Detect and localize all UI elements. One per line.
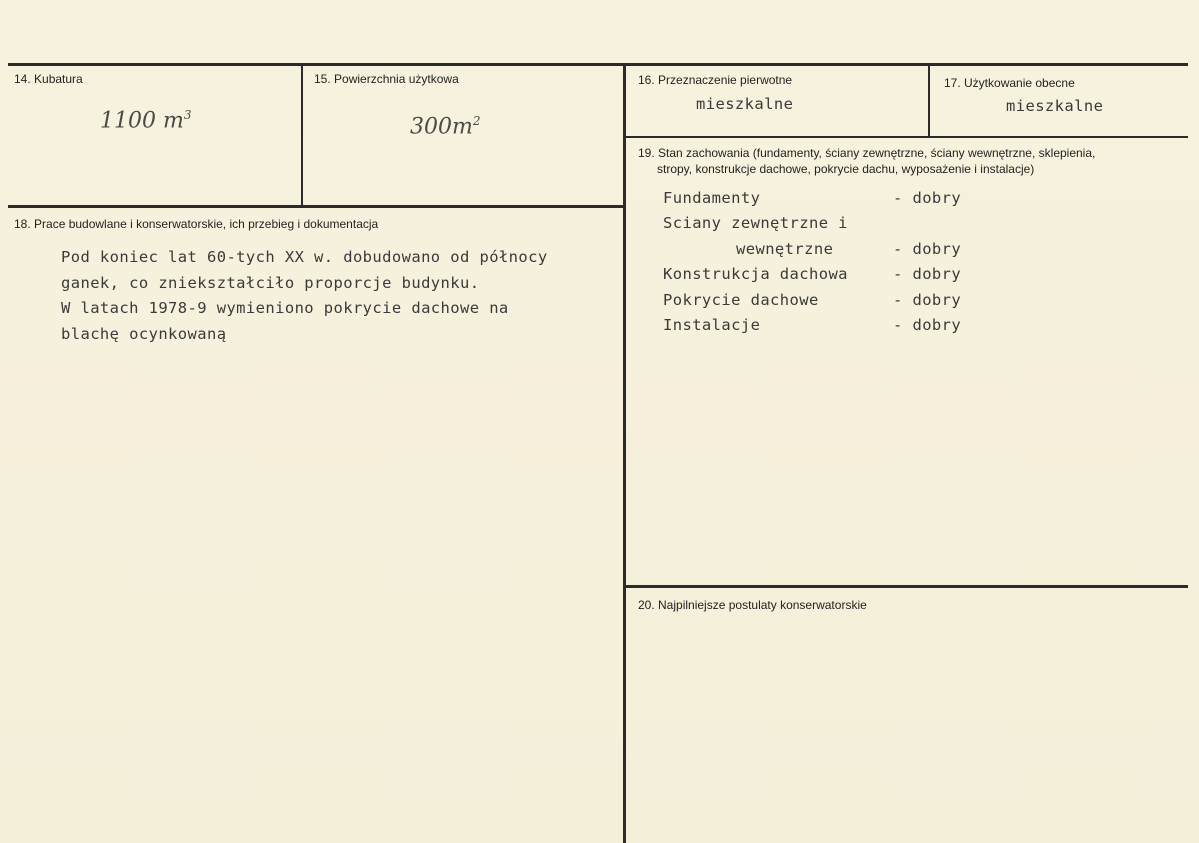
przeznaczenie-label: 16. Przeznaczenie pierwotne [638,73,793,87]
powierzchnia-exponent: 2 [472,114,481,128]
divider-14-15 [301,63,303,206]
stan-row-value: - dobry [893,291,962,309]
prace-line-3: W latach 1978-9 wymieniono pokrycie dachowe na [61,299,509,317]
divider-16-17 [928,66,930,138]
rule-under-14-15 [8,205,625,208]
prace-line-2: ganek, co zniekształciło proporcje budynku. [61,274,480,292]
stan-row-name: Sciany zewnętrzne i [663,214,848,232]
prace-line-4: blachę ocynkowaną [61,325,227,343]
powierzchnia-label: 15. Powierzchnia użytkowa [314,72,459,86]
stan-row-name: Pokrycie dachowe [663,291,819,309]
stan-row-name: Instalacje [663,316,761,334]
powierzchnia-number: 300 [410,114,452,140]
przeznaczenie-value: mieszkalne [696,95,794,113]
postulaty-label: 20. Najpilniejsze postulaty konserwatorskie [638,598,867,612]
kubatura-exponent: 3 [183,108,192,122]
kubatura-number: 1100 [100,108,156,134]
prace-label: 18. Prace budowlane i konserwatorskie, ich przebieg i dokumentacja [14,217,379,231]
stan-row-value: - dobry [893,316,962,334]
rule-under-16-17 [626,136,1188,138]
prace-line-1: Pod koniec lat 60-tych XX w. dobudowano od północy [61,248,548,266]
stan-row-value: - dobry [893,240,962,258]
uzytkowanie-label: 17. Użytkowanie obecne [944,76,1075,90]
kubatura-value [100,108,192,133]
powierzchnia-value [410,114,481,139]
stan-row-value: - dobry [893,189,962,207]
kubatura-label: 14. Kubatura [14,72,83,86]
kubatura-unit: m [163,108,184,134]
stan-label-line2: stropy, konstrukcje dachowe, pokrycie dachu, wyposażenie i instalacje) [657,162,1035,176]
rule-above-20 [626,585,1188,588]
divider-center [623,63,626,843]
powierzchnia-unit: m [452,114,473,140]
uzytkowanie-value: mieszkalne [1006,97,1104,115]
stan-row-name: wewnętrzne [736,240,834,258]
top-rule [8,63,1188,66]
stan-row-name: Fundamenty [663,189,761,207]
stan-row-name: Konstrukcja dachowa [663,265,848,283]
stan-label-line1: 19. Stan zachowania (fundamenty, ściany zewnętrzne, ściany wewnętrzne, sklepienia, [638,146,1096,160]
stan-row-value: - dobry [893,265,962,283]
